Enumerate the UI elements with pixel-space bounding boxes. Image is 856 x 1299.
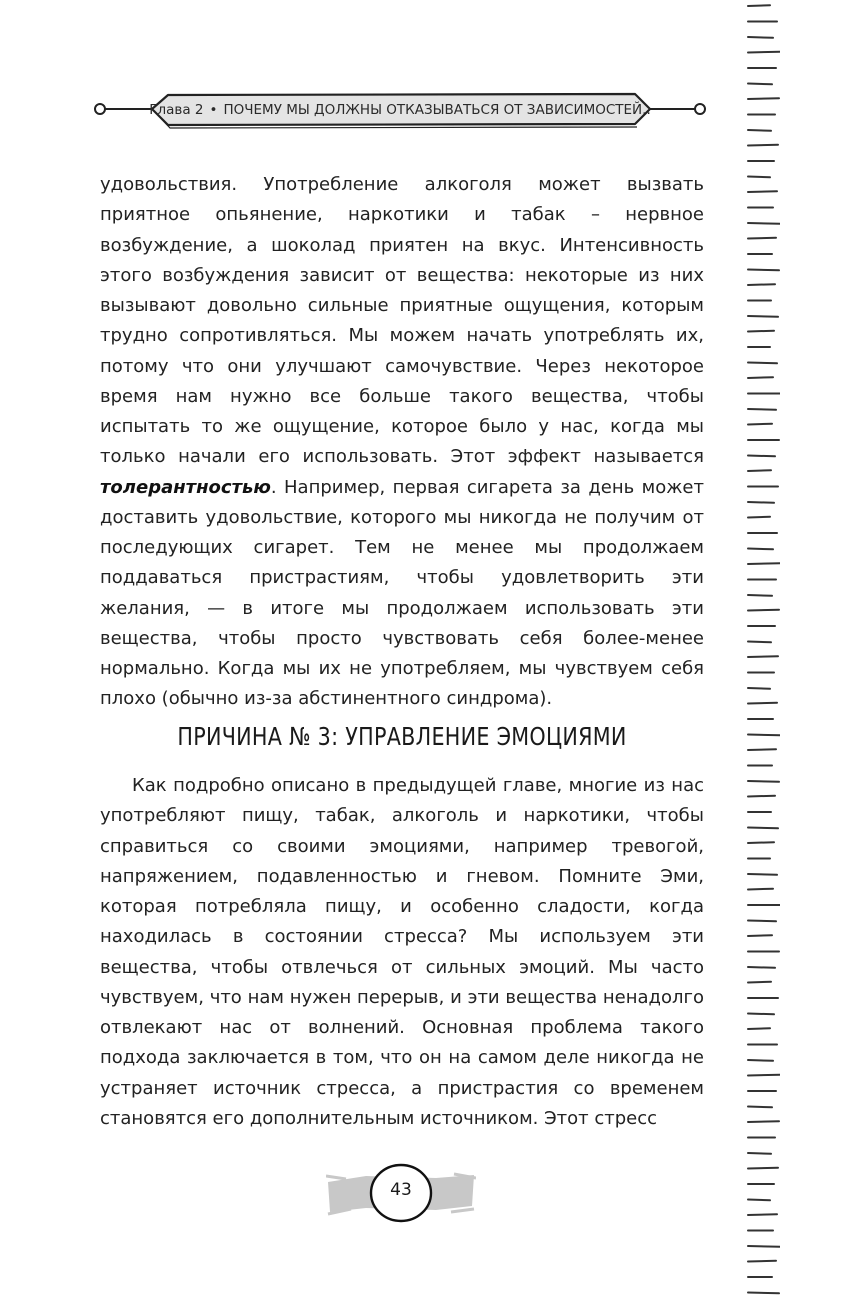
- edge-stroke: [748, 1168, 778, 1169]
- header-text: [150, 88, 650, 132]
- edge-stroke: [748, 656, 778, 657]
- edge-stroke: [748, 1293, 779, 1294]
- edge-stroke: [748, 1153, 771, 1154]
- edge-stroke: [748, 967, 775, 968]
- edge-stroke: [748, 238, 776, 239]
- edge-stroke: [748, 688, 770, 689]
- paragraph-text: удовольствия. Употребление алкоголя может вызвать приятное опьянение, наркотики и табак – нервное возбуждение, а шоколад приятен на вкус. Интенсивность этого возбуждения зависит от вещества: некоторые из них вызывают довольно сильные приятные ощущения, которым трудно сопротивляться. Мы можем начать употреблять их, потому что они улучшают самочувствие. Через некоторое время нам нужно все больше такого вещества, чтобы испытать то же ощущение, которое было у нас, когда мы только начали его использовать. Этот эффект называется: [100, 174, 704, 468]
- header-separator: •: [209, 102, 218, 118]
- edge-stroke: [748, 1014, 774, 1015]
- edge-stroke: [748, 703, 777, 704]
- chapter-label: Глава 2: [149, 102, 204, 118]
- body-text-top: [100, 170, 704, 715]
- chapter-title: ПОЧЕМУ МЫ ДОЛЖНЫ ОТКАЗЫВАТЬСЯ ОТ ЗАВИСИМОСТЕЙ..: [223, 102, 651, 118]
- edge-stroke: [748, 331, 774, 332]
- edge-stroke: [748, 470, 771, 471]
- edge-stroke: [748, 563, 780, 564]
- edge-stroke: [748, 5, 770, 6]
- edge-stroke: [748, 828, 778, 829]
- edge-stroke: [748, 874, 777, 875]
- edge-stroke: [748, 130, 771, 131]
- edge-stroke: [748, 1075, 780, 1076]
- edge-stroke: [748, 749, 776, 750]
- edge-stroke: [748, 1060, 773, 1061]
- paragraph-text: . Например, первая сигарета за день может доставить удовольствие, которого мы никогда не получим от последующих сигарет. Тем не менее мы продолжаем поддаваться пристрастиям, чтобы удовлетворить эти желания, — в итоге мы продолжаем использовать эти вещества, чтобы просто чувствовать себя более-менее нормально. Когда мы их не употребляем, мы чувствуем себя плохо (обычно из-за абстинентного синдрома).: [100, 476, 704, 710]
- edge-stroke: [748, 595, 772, 596]
- page-number-badge: [326, 1162, 476, 1226]
- edge-stroke: [748, 921, 776, 922]
- page-edge-decoration: [740, 0, 780, 1299]
- edge-stroke: [748, 409, 776, 410]
- edge-stroke: [748, 177, 770, 178]
- edge-stroke: [748, 1261, 776, 1262]
- edge-stroke: [748, 842, 774, 843]
- section-heading: ПРИЧИНА № 3: УПРАВЛЕНИЕ ЭМОЦИЯМИ: [177, 722, 627, 751]
- edge-stroke: [748, 377, 773, 378]
- edge-stroke: [748, 1214, 777, 1215]
- edge-stroke: [748, 781, 779, 782]
- edge-stroke: [748, 145, 778, 146]
- edge-stroke: [748, 889, 773, 890]
- paragraph: Как подробно описано в предыдущей главе, многие из нас употребляют пищу, табак, алкоголь и наркотики, чтобы справиться со своими эмоциями, например тревогой, напряжением, подавленностью и гневом. Помните Эми, которая потребляла пищу, и особенно сладости, когда находилась в состоянии стресса? Мы используем эти вещества, чтобы отвлечься от сильных эмоций. Мы часто чувствуем, что нам нужен перерыв, и эти вещества ненадолго отвлекают нас от волнений. Основная проблема такого подхода заключается в том, что он на самом деле никогда не устраняет источник стресса, а пристрастия со временем становятся его дополнительным источником. Этот стресс: [100, 775, 704, 1129]
- chapter-header: [90, 88, 710, 138]
- edge-stroke: [748, 642, 771, 643]
- edge-stroke: [748, 735, 780, 736]
- edge-stroke: [748, 549, 773, 550]
- edge-stroke: [748, 502, 774, 503]
- edge-stroke: [748, 1200, 770, 1201]
- edge-stroke: [748, 270, 779, 271]
- edge-stroke: [748, 223, 780, 224]
- edge-stroke: [748, 98, 779, 99]
- edge-stroke: [748, 52, 780, 53]
- edge-stroke: [748, 796, 775, 797]
- edge-stroke: [748, 517, 770, 518]
- edge-stroke: [748, 1121, 779, 1122]
- emphasis-term: толерантностью: [100, 476, 271, 498]
- paragraph: [100, 170, 704, 715]
- edge-stroke: [748, 456, 775, 457]
- edge-stroke: [748, 316, 778, 317]
- edge-stroke: [748, 37, 773, 38]
- edge-stroke: [748, 982, 771, 983]
- edge-stroke: [748, 1246, 780, 1247]
- edge-stroke: [748, 424, 772, 425]
- edge-stroke: [748, 84, 772, 85]
- edge-stroke: [748, 610, 779, 611]
- edge-stroke: [748, 363, 777, 364]
- edge-stroke: [748, 1107, 772, 1108]
- edge-stroke: [748, 284, 775, 285]
- edge-stroke: [748, 191, 777, 192]
- body-text-bottom: [100, 771, 704, 1134]
- page-number: 43: [390, 1180, 412, 1200]
- edge-stroke: [748, 935, 772, 936]
- edge-stroke: [748, 1028, 770, 1029]
